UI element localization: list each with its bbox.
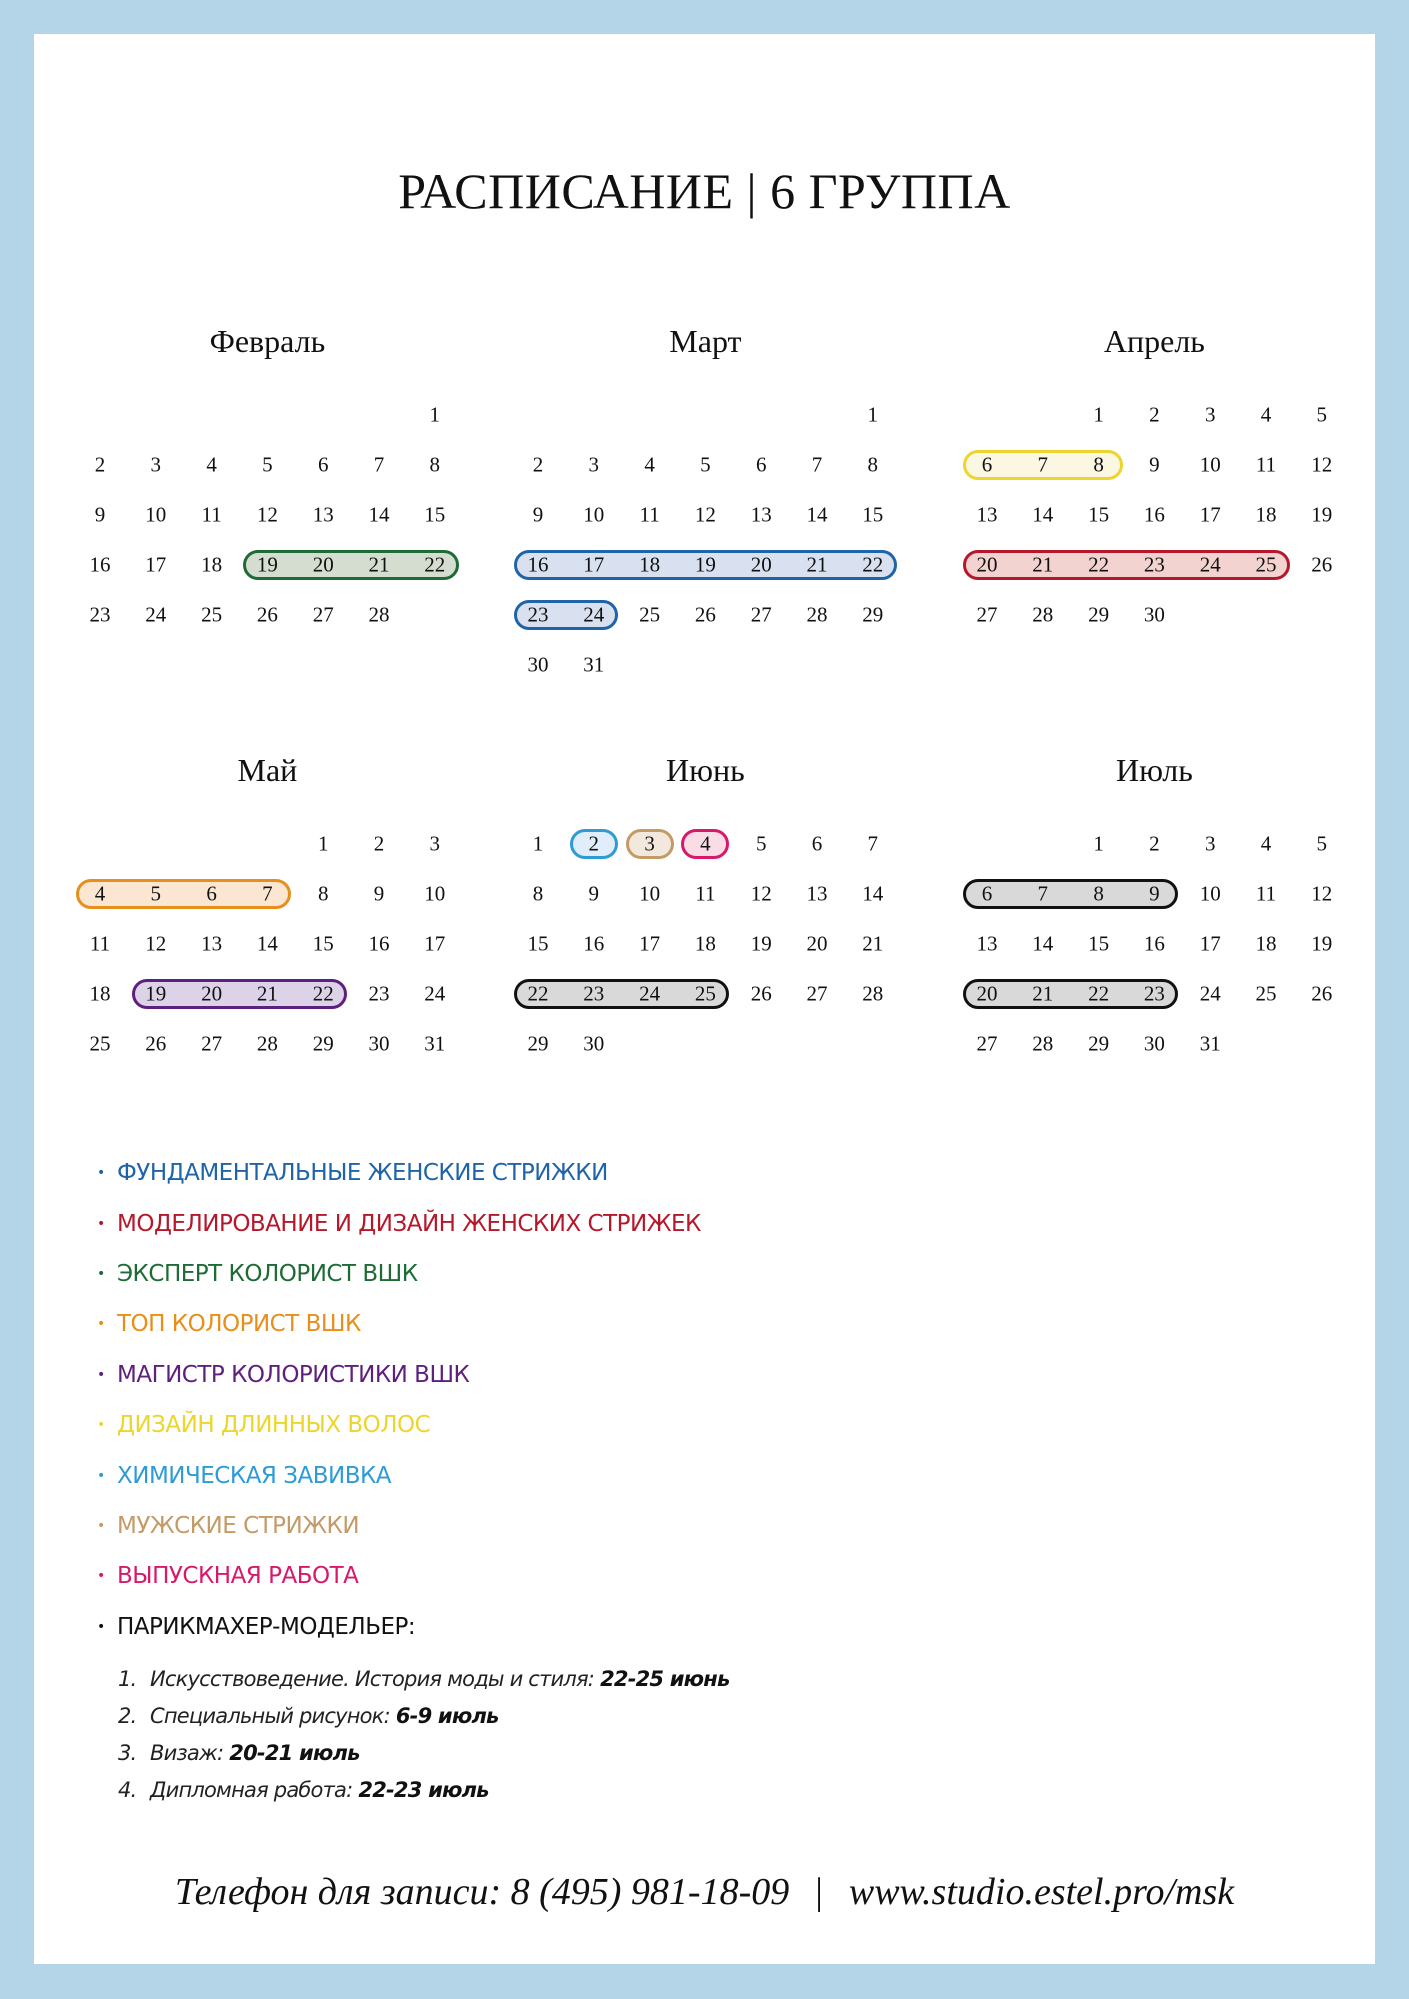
calendar-day: 5 [262, 452, 273, 477]
calendar-day: 7 [1037, 881, 1049, 906]
calendar-day: 14 [1032, 931, 1054, 956]
month-title: Апрель [1103, 323, 1205, 359]
calendar-day: 2 [94, 452, 106, 477]
calendar-day: 24 [145, 602, 167, 627]
month-title: Февраль [209, 323, 326, 359]
calendar-day: 18 [1255, 931, 1277, 956]
calendar-day: 23 [1143, 552, 1165, 577]
calendar-day: 5 [700, 452, 711, 477]
calendar-day: 28 [256, 1031, 278, 1056]
legend-label: ВЫПУСКНАЯ РАБОТА [117, 1563, 359, 1590]
calendar-day: 14 [256, 931, 278, 956]
calendar-day: 20 [750, 552, 772, 577]
calendar-day: 28 [368, 602, 390, 627]
calendar-day: 18 [201, 552, 223, 577]
month-title: Май [237, 752, 298, 788]
calendar-day: 4 [644, 452, 655, 477]
subject-name: Визаж: [150, 1740, 224, 1765]
calendar-day: 26 [694, 602, 716, 627]
calendar-day: 14 [806, 502, 828, 527]
month-title: Июнь [666, 752, 745, 788]
bullet-icon: • [97, 1618, 105, 1635]
calendar-day: 30 [583, 1031, 605, 1056]
calendar-day: 8 [429, 452, 441, 477]
calendar-day: 25 [1255, 981, 1277, 1006]
calendar-day: 24 [639, 981, 661, 1006]
calendar-day: 25 [694, 981, 716, 1006]
calendar-day: 16 [1143, 502, 1165, 527]
website-link[interactable]: www.studio.estel.pro/msk [848, 1871, 1235, 1913]
calendar-day: 10 [583, 502, 605, 527]
legend-label: ЭКСПЕРТ КОЛОРИСТ ВШК [117, 1260, 418, 1287]
legend-item-graduation [97, 1551, 701, 1601]
bullet-icon: • [97, 1215, 105, 1232]
calendar-day: 19 [750, 931, 772, 956]
calendar-day: 28 [862, 981, 884, 1006]
bullet-icon: • [97, 1467, 105, 1484]
phone-text: Телефон для записи: 8 (495) 981-18-09 [174, 1871, 790, 1913]
calendar-day: 30 [1143, 1031, 1165, 1056]
calendar-day: 16 [583, 931, 605, 956]
subject-number: 3. [118, 1740, 137, 1765]
calendar-day: 4 [700, 831, 711, 856]
subject-dates: 22-25 июнь [600, 1666, 730, 1691]
calendar-day: 26 [1311, 981, 1333, 1006]
subject-name: Искусствоведение. История моды и стиля: [150, 1666, 595, 1691]
calendar-day: 27 [976, 602, 998, 627]
calendar-day: 17 [1199, 931, 1221, 956]
bullet-icon: • [97, 1316, 105, 1333]
calendar-day: 17 [424, 931, 446, 956]
calendar-day: 27 [201, 1031, 223, 1056]
calendar-day: 3 [150, 452, 162, 477]
calendar-day: 25 [201, 602, 223, 627]
calendar-day: 17 [1199, 502, 1221, 527]
course-legend [97, 1148, 701, 1652]
legend-item-fundamental [97, 1148, 701, 1198]
calendar-day: 2 [532, 452, 544, 477]
calendar-day: 21 [862, 931, 884, 956]
calendar-day: 4 [206, 452, 217, 477]
calendar-day: 10 [424, 881, 446, 906]
calendar-day: 18 [89, 981, 111, 1006]
calendar-day: 15 [312, 931, 334, 956]
calendar-day: 7 [1037, 452, 1049, 477]
calendar-day: 5 [1316, 402, 1328, 427]
legend-item-perm [97, 1450, 701, 1500]
modeler-subjects-list [118, 1660, 729, 1808]
calendar-day: 8 [317, 881, 329, 906]
calendar-day: 4 [1260, 831, 1272, 856]
calendar-day: 3 [644, 831, 655, 856]
calendar-day: 28 [1032, 1031, 1054, 1056]
calendar-day: 31 [1199, 1031, 1221, 1056]
calendar-day: 17 [583, 552, 605, 577]
calendar-day: 22 [312, 981, 334, 1006]
calendar-day: 14 [368, 502, 390, 527]
calendar-day: 2 [1149, 831, 1160, 856]
calendar-day: 25 [1255, 552, 1277, 577]
calendar-day: 14 [862, 881, 884, 906]
bullet-icon: • [97, 1568, 105, 1585]
calendar-day: 7 [373, 452, 385, 477]
calendar-day: 6 [981, 452, 993, 477]
calendar-day: 9 [373, 881, 385, 906]
calendar-day: 22 [1088, 981, 1110, 1006]
calendar-day: 21 [256, 981, 278, 1006]
calendar-day: 19 [1311, 502, 1333, 527]
calendar-day: 19 [145, 981, 167, 1006]
calendar-day: 26 [1311, 552, 1333, 577]
calendar-day: 11 [1255, 452, 1277, 477]
calendar-day: 31 [583, 652, 605, 677]
calendar-day: 6 [811, 831, 823, 856]
calendar-day: 5 [755, 831, 767, 856]
calendar-day: 12 [750, 881, 772, 906]
calendar-day: 24 [424, 981, 446, 1006]
calendar-day: 24 [583, 602, 605, 627]
calendar-day: 22 [424, 552, 446, 577]
modeler-subject [118, 1771, 729, 1808]
calendar-day: 3 [1204, 402, 1216, 427]
calendar-day: 22 [862, 552, 884, 577]
calendar-day: 10 [639, 881, 661, 906]
calendar-day: 21 [806, 552, 828, 577]
calendar-day: 9 [532, 502, 544, 527]
legend-item-modeling [97, 1198, 701, 1248]
calendar-day: 30 [1143, 602, 1165, 627]
bullet-icon: • [97, 1517, 105, 1534]
calendar-day: 10 [145, 502, 167, 527]
calendar-day: 28 [1032, 602, 1054, 627]
calendar-day: 11 [201, 502, 222, 527]
calendar-day: 30 [368, 1031, 390, 1056]
calendar-day: 18 [694, 931, 716, 956]
calendar-day: 2 [588, 831, 600, 856]
calendar-day: 15 [1088, 931, 1110, 956]
modeler-subject [118, 1734, 729, 1771]
calendar-day: 9 [1149, 452, 1160, 477]
bullet-icon: • [97, 1417, 105, 1434]
calendar-day: 24 [1199, 552, 1221, 577]
legend-label: ПАРИКМАХЕР-МОДЕЛЬЕР: [117, 1613, 416, 1640]
calendar-day: 23 [368, 981, 390, 1006]
bullet-icon: • [97, 1265, 105, 1282]
calendar-day: 20 [312, 552, 334, 577]
calendar-day: 27 [750, 602, 772, 627]
calendar-day: 1 [1093, 402, 1104, 427]
calendar-day: 26 [750, 981, 772, 1006]
calendar-day: 12 [1311, 881, 1333, 906]
calendar-day: 19 [1311, 931, 1333, 956]
calendar-day: 8 [867, 452, 879, 477]
legend-item-master [97, 1350, 701, 1400]
calendar-day: 23 [583, 981, 605, 1006]
calendar-day: 3 [1204, 831, 1216, 856]
calendar-day: 13 [976, 931, 998, 956]
calendar-day: 6 [755, 452, 767, 477]
calendar-day: 12 [694, 502, 716, 527]
calendar-day: 30 [527, 652, 549, 677]
legend-label: ФУНДАМЕНТАЛЬНЫЕ ЖЕНСКИЕ СТРИЖКИ [117, 1160, 608, 1187]
subject-dates: 20-21 июль [229, 1740, 360, 1765]
calendar-day: 20 [806, 931, 828, 956]
subject-number: 4. [118, 1777, 137, 1802]
calendar-day: 29 [862, 602, 884, 627]
subject-number: 2. [118, 1703, 137, 1728]
legend-item-mens [97, 1501, 701, 1551]
calendar-day: 5 [1316, 831, 1328, 856]
calendar-day: 16 [368, 931, 390, 956]
calendar-day: 27 [976, 1031, 998, 1056]
calendar-day: 1 [317, 831, 329, 856]
calendar-day: 4 [94, 881, 106, 906]
calendar-day: 2 [1149, 402, 1160, 427]
calendar-day: 16 [89, 552, 111, 577]
footer-separator: | [815, 1871, 823, 1913]
calendar-day: 18 [639, 552, 661, 577]
subject-name: Специальный рисунок: [150, 1703, 390, 1728]
calendar-day: 15 [527, 931, 549, 956]
calendar-day: 19 [256, 552, 278, 577]
calendar-day: 2 [373, 831, 385, 856]
calendar-day: 11 [89, 931, 111, 956]
calendar-day: 9 [94, 502, 106, 527]
calendar-day: 9 [1149, 881, 1160, 906]
bullet-icon: • [97, 1165, 105, 1182]
calendar-day: 27 [312, 602, 334, 627]
calendar-day: 19 [694, 552, 716, 577]
modeler-subject [118, 1660, 729, 1697]
calendar-day: 20 [976, 552, 998, 577]
calendar-day: 18 [1255, 502, 1277, 527]
calendar-day: 13 [976, 502, 998, 527]
bullet-icon: • [97, 1366, 105, 1383]
calendar-day: 6 [981, 881, 993, 906]
legend-label: МАГИСТР КОЛОРИСТИКИ ВШК [117, 1361, 470, 1388]
calendar-day: 4 [1260, 402, 1272, 427]
calendar-day: 20 [201, 981, 223, 1006]
calendar-day: 20 [976, 981, 998, 1006]
calendar-day: 3 [429, 831, 441, 856]
calendar-day: 5 [150, 881, 162, 906]
calendar-day: 15 [424, 502, 446, 527]
calendar-day: 15 [1088, 502, 1110, 527]
legend-item-expert [97, 1249, 701, 1299]
calendar-day: 6 [206, 881, 217, 906]
calendar-day: 1 [1093, 831, 1104, 856]
calendar-day: 28 [806, 602, 828, 627]
calendar-day: 22 [527, 981, 549, 1006]
calendar-day: 12 [256, 502, 278, 527]
calendar-day: 16 [1143, 931, 1165, 956]
calendar-day: 29 [527, 1031, 549, 1056]
page-title: РАСПИСАНИЕ | 6 ГРУППА [398, 163, 1011, 219]
calendar-day: 21 [368, 552, 390, 577]
calendar-day: 29 [1088, 1031, 1110, 1056]
calendar-day: 7 [262, 881, 273, 906]
modeler-subject [118, 1697, 729, 1734]
legend-item-modeler [97, 1602, 701, 1652]
calendar-day: 14 [1032, 502, 1054, 527]
calendar-day: 6 [317, 452, 329, 477]
calendar-day: 23 [527, 602, 549, 627]
calendar-day: 10 [1199, 452, 1221, 477]
calendar-day: 11 [1255, 881, 1277, 906]
calendar-day: 23 [1143, 981, 1165, 1006]
calendar-day: 13 [312, 502, 334, 527]
calendar-day: 16 [527, 552, 549, 577]
calendar-day: 24 [1199, 981, 1221, 1006]
calendar-day: 8 [532, 881, 544, 906]
subject-dates: 22-23 июль [358, 1777, 489, 1802]
calendar-day: 10 [1199, 881, 1221, 906]
calendar-day: 23 [89, 602, 111, 627]
calendar-day: 21 [1032, 981, 1054, 1006]
calendar-day: 9 [588, 881, 600, 906]
calendar-day: 1 [867, 402, 879, 427]
legend-label: МУЖСКИЕ СТРИЖКИ [117, 1512, 360, 1539]
calendar-day: 21 [1032, 552, 1054, 577]
calendar-day: 15 [862, 502, 884, 527]
legend-item-long_hair [97, 1400, 701, 1450]
subject-number: 1. [118, 1666, 137, 1691]
calendar-day: 13 [806, 881, 828, 906]
calendar-day: 1 [532, 831, 544, 856]
calendar-day: 7 [811, 452, 823, 477]
calendar-day: 11 [639, 502, 660, 527]
calendar-day: 26 [256, 602, 278, 627]
calendar-day: 25 [639, 602, 661, 627]
legend-label: ТОП КОЛОРИСТ ВШК [117, 1311, 361, 1338]
calendar-day: 25 [89, 1031, 111, 1056]
calendar-day: 7 [867, 831, 879, 856]
month-title: Июль [1116, 752, 1193, 788]
calendar-day: 22 [1088, 552, 1110, 577]
month-title: Март [669, 323, 742, 359]
legend-label: МОДЕЛИРОВАНИЕ И ДИЗАЙН ЖЕНСКИХ СТРИЖЕК [117, 1210, 701, 1237]
calendar-day: 17 [639, 931, 661, 956]
calendar-day: 13 [201, 931, 223, 956]
calendar-day: 12 [145, 931, 167, 956]
calendar-day: 12 [1311, 452, 1333, 477]
legend-item-top [97, 1299, 701, 1349]
legend-label: ХИМИЧЕСКАЯ ЗАВИВКА [117, 1462, 392, 1489]
calendar-day: 13 [750, 502, 772, 527]
calendar-day: 11 [695, 881, 716, 906]
calendar-day: 27 [806, 981, 828, 1006]
calendar-day: 29 [312, 1031, 334, 1056]
subject-name: Дипломная работа: [150, 1777, 353, 1802]
legend-label: ДИЗАЙН ДЛИННЫХ ВОЛОС [117, 1412, 431, 1439]
calendar-day: 29 [1088, 602, 1110, 627]
contact-footer [0, 1870, 1409, 1914]
calendar-day: 31 [424, 1031, 446, 1056]
calendar-day: 8 [1093, 452, 1104, 477]
calendar-day: 8 [1093, 881, 1104, 906]
calendar-day: 17 [145, 552, 167, 577]
calendar-day: 3 [588, 452, 600, 477]
subject-dates: 6-9 июль [395, 1703, 499, 1728]
calendar-day: 26 [145, 1031, 167, 1056]
calendar-day: 1 [429, 402, 441, 427]
